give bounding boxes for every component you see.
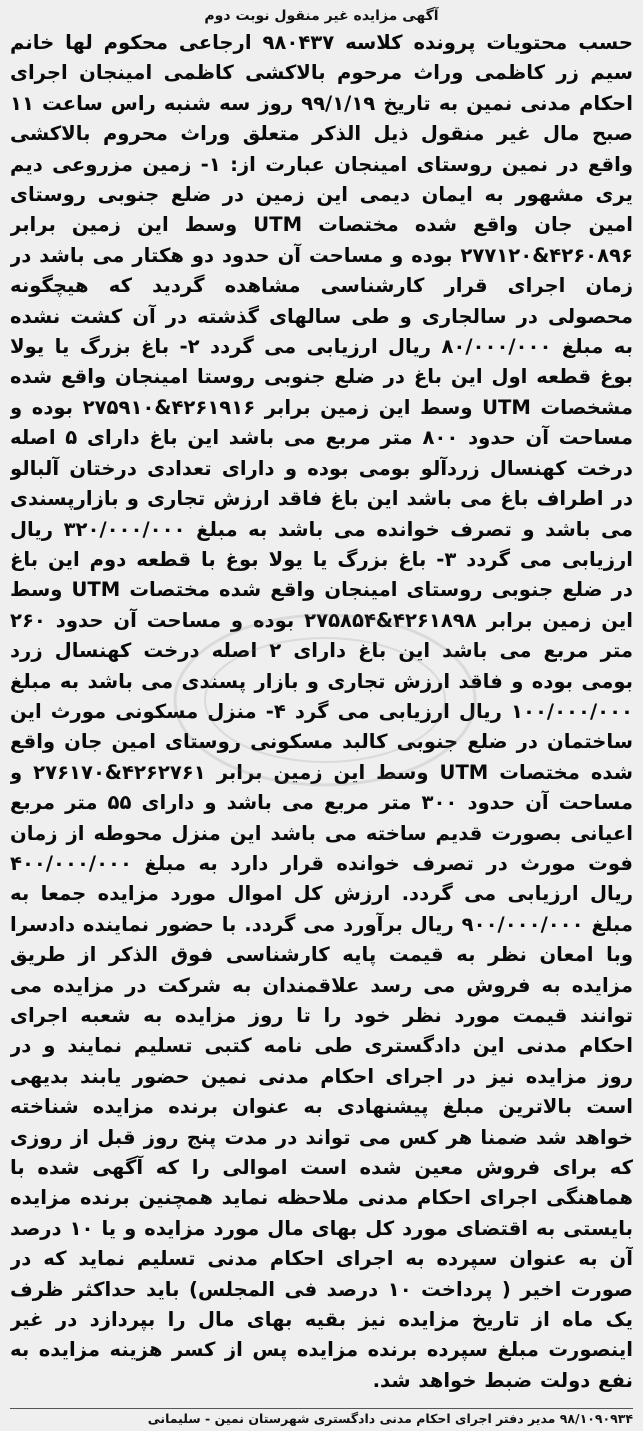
- notice-footer: ۹۸/۱۰۹۰۹۳۴ مدیر دفتر اجرای احکام مدنی دادگستری شهرستان نمین - سلیمانی: [10, 1408, 633, 1429]
- notice-body: حسب محتویات پرونده کلاسه ۹۸۰۴۳۷ ارجاعی محکوم لها خانم سیم زر کاظمی وراث مرحوم بالاکشی کاظمی امینجان اجرای احکام مدنی نمین به تاریخ ۹۹/۱/۱۹ روز سه شنبه راس ساعت ۱۱ صبح مال غیر منقول ذیل الذکر متعلق وراث محروم بالاکشی واقع در نمین روستای امینجان عبارت از: ۱- زمین مزروعی دیم یری مشهور به ایمان دیمی این زمین در ضلع جنوبی روستای امین جان واقع شده مختصات UTM وسط این زمین برابر ۴۲۶۰۸۹۶&۲۷۷۱۲۰ بوده و مساحت آن حدود دو هکتار می باشد در زمان اجرای قرار کارشناسی مشاهده گردید که هیچگونه محصولی در سالجاری و طی سالهای گذشته در آن کشت نشده به مبلغ ۸۰/۰۰۰/۰۰۰ ریال ارزیابی می گردد ۲- باغ بزرگ یا یولا بوغ قطعه اول این باغ در ضلع جنوبی روستا امینجان واقع شده مشخصات UTM وسط این زمین برابر ۴۲۶۱۹۱۶&۲۷۵۹۱۰ بوده و مساحت آن حدود ۸۰۰ متر مربع می باشد این باغ دارای ۵ اصله درخت کهنسال زردآلو بومی بوده و دارای تعدادی درختان آلبالو در اطراف باغ می باشد این باغ فاقد ارزش تجاری و بازارپسندی می باشد و تصرف خوانده می باشد به مبلغ ۳۲۰/۰۰۰/۰۰۰ ریال ارزیابی می گردد ۳- باغ بزرگ یا یولا بوغ با قطعه دوم این باغ در ضلع جنوبی روستای امینجان واقع شده مختصات UTM وسط این زمین برابر ۴۲۶۱۸۹۸&۲۷۵۸۵۴ بوده و مساحت آن حدود ۲۶۰ متر مربع می باشد این باغ دارای ۲ اصله درخت کهنسال زرد بومی بوده و فاقد ارزش تجاری و بازار پسندی می باشد به مبلغ ۱۰۰/۰۰۰/۰۰۰ ریال ارزیابی می گرد ۴- منزل مسکونی مورث این ساختمان در ضلع جنوبی کالبد مسکونی روستای امین جان واقع شده مختصات UTM وسط این زمین برابر ۴۲۶۲۷۶۱&۲۷۶۱۷۰ و مساحت آن حدود ۳۰۰ متر مربع می باشد و دارای ۵۵ متر مربع اعیانی بصورت قدیم ساخته می باشد این منزل محوطه از زمان فوت مورث در تصرف خوانده قرار دارد به مبلغ ۴۰۰/۰۰۰/۰۰۰ ریال ارزیابی می گردد. ارزش کل اموال مورد مزایده جمعا به مبلغ ۹۰۰/۰۰۰/۰۰۰ ریال برآورد می گردد. با حضور نماینده دادسرا وبا امعان نظر به قیمت پایه کارشناسی فوق الذکر از طریق مزایده به فروش می رسد علاقمندان به شرکت در مزایده می توانند قیمت مورد نظر خود را تا روز مزایده به شعبه اجرای احکام مدنی این دادگستری طی نامه کتبی تسلیم نمایند و در روز مزایده نیز در اجرای احکام مدنی نمین حضور یابند بدیهی است بالاترین مبلغ پیشنهادی به عنوان برنده مزایده شناخته خواهد شد ضمنا هر کس می تواند در مدت پنج روز قبل از روزی که برای فروش معین شده است اموالی را که آگهی شده با هماهنگی اجرای احکام مدنی ملاحظه نماید همچنین برنده مزایده بایستی به اقتضای مورد کل بهای مال مورد مزایده و یا ۱۰ درصد آن به عنوان سپرده به اجرای احکام مدنی تسلیم نماید که در صورت اخیر ( پرداخت ۱۰ درصد فی المجلس) باید حداکثر ظرف یک ماه از تاریخ مزایده نیز بقیه بهای مال را بپردازد در غیر اینصورت مبلغ سپرده برنده مزایده پس از کسر هزینه مزایده به نفع دولت ضبط خواهد شد.: [10, 31, 633, 1392]
- notice-title: آگهی مزایده غیر منقول نوبت دوم: [204, 8, 439, 24]
